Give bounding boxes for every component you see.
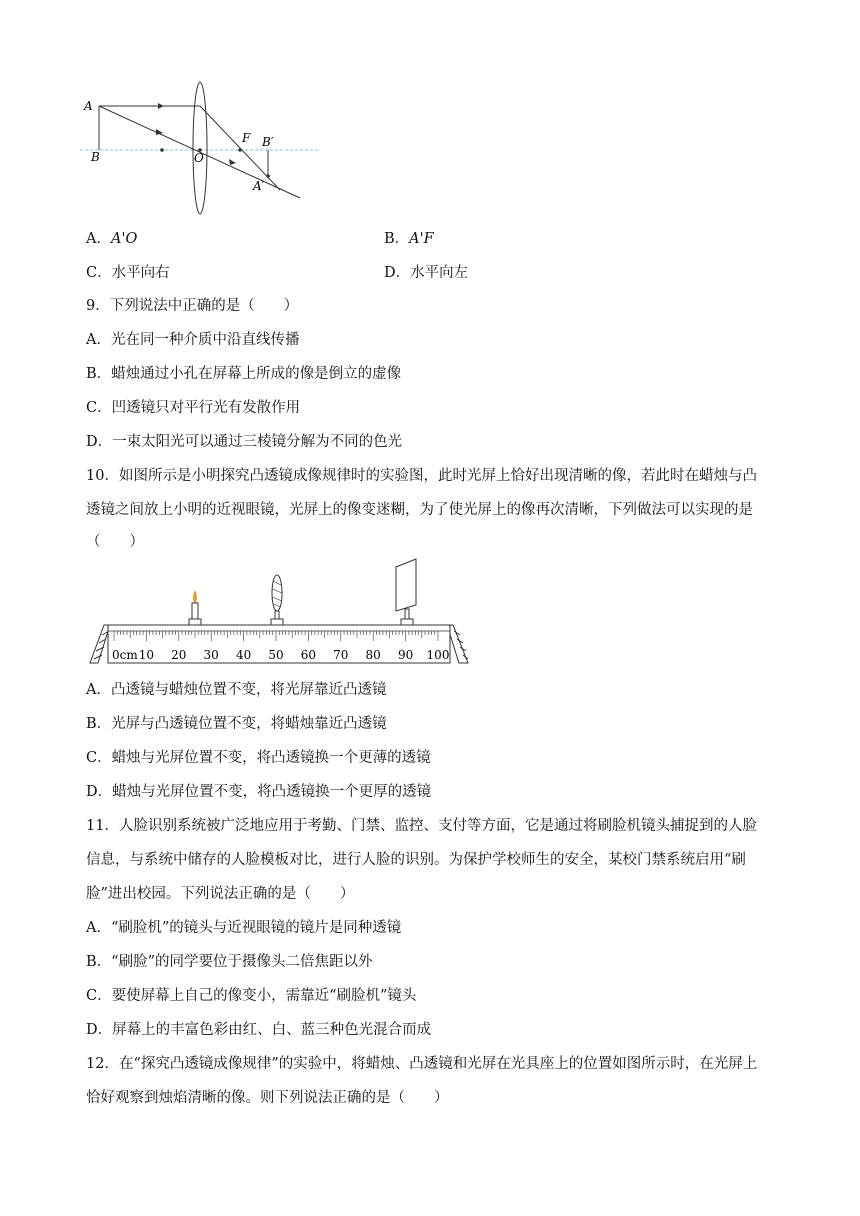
q12-stem-line2: 恰好观察到烛焰清晰的像。则下列说法正确的是（ ） bbox=[86, 1090, 449, 1106]
q10-option-b[interactable]: B．光屏与凸透镜位置不变，将蜡烛靠近凸透镜 bbox=[86, 716, 387, 732]
q11-option-b[interactable]: B．“刷脸”的同学要位于摄像头二倍焦距以外 bbox=[86, 954, 373, 970]
q10-stem-line2: 透镜之间放上小明的近视眼镜，光屏上的像变迷糊，为了使光屏上的像再次清晰，下列做法可以实现的是 bbox=[86, 502, 753, 518]
q10-option-a[interactable]: A．凸透镜与蜡烛位置不变，将光屏靠近凸透镜 bbox=[86, 682, 387, 698]
focal-point-left bbox=[160, 148, 164, 152]
ruler-label: 10 bbox=[138, 648, 155, 662]
option-text: A'F bbox=[409, 231, 434, 247]
q9-stem: 9．下列说法中正确的是（ ） bbox=[86, 298, 299, 314]
q10-option-c[interactable]: C．蜡烛与光屏位置不变，将凸透镜换一个更薄的透镜 bbox=[86, 750, 431, 766]
ray-arrow-3 bbox=[229, 159, 236, 165]
label-a-image: A′ bbox=[253, 179, 265, 193]
lens-holder bbox=[271, 575, 283, 625]
q8-option-c[interactable]: C．水平向右 bbox=[86, 265, 170, 281]
convex-lens bbox=[193, 82, 207, 214]
q8-option-d[interactable]: D．水平向左 bbox=[384, 265, 469, 281]
q10-stem-line3: （ ） bbox=[86, 534, 144, 550]
ruler-label: 70 bbox=[333, 648, 349, 662]
candle bbox=[189, 591, 201, 625]
q9-option-c[interactable]: C．凹透镜只对平行光有发散作用 bbox=[86, 400, 301, 416]
q9-option-b[interactable]: B．蜡烛通过小孔在屏幕上所成的像是倒立的虚像 bbox=[86, 366, 402, 382]
focal-point-right bbox=[238, 148, 242, 152]
optical-bench-diagram bbox=[82, 555, 482, 670]
option-text: A'O bbox=[110, 231, 138, 247]
ruler-label: 40 bbox=[235, 648, 252, 662]
q8-option-b[interactable] bbox=[384, 227, 434, 248]
label-b: B bbox=[91, 150, 100, 164]
q8-option-a[interactable] bbox=[86, 227, 137, 248]
q11-option-c[interactable]: C．要使屏幕上自己的像变小，需靠近“刷脸机”镜头 bbox=[86, 988, 417, 1004]
q10-option-d[interactable]: D．蜡烛与光屏位置不变，将凸透镜换一个更厚的透镜 bbox=[86, 784, 432, 800]
ray-arrow-1 bbox=[158, 103, 164, 109]
ruler-label: 0cm bbox=[112, 648, 138, 662]
label-f: F bbox=[242, 131, 251, 145]
ruler-label: 90 bbox=[397, 648, 414, 662]
ruler-label: 100 bbox=[426, 648, 450, 662]
q9-option-a[interactable]: A．光在同一种介质中沿直线传播 bbox=[86, 332, 300, 348]
q11-stem-line2: 信息，与系统中储存的人脸模板对比，进行人脸的识别。为保护学校师生的安全，某校门禁系统启用“刷 bbox=[86, 852, 746, 868]
label-a: A bbox=[84, 99, 93, 113]
q10-stem-line1: 10．如图所示是小明探究凸透镜成像规律时的实验图，此时光屏上恰好出现清晰的像，若此时在蜡烛与凸 bbox=[86, 468, 757, 484]
ruler-label: 20 bbox=[171, 648, 187, 662]
light-screen bbox=[396, 559, 416, 625]
ruler-label: 30 bbox=[203, 648, 219, 662]
q11-option-a[interactable]: A．“刷脸机”的镜头与近视眼镜的镜片是同种透镜 bbox=[86, 920, 402, 936]
q11-option-d[interactable]: D．屏幕上的丰富色彩由红、白、蓝三种色光混合而成 bbox=[86, 1022, 432, 1038]
image-point bbox=[266, 174, 270, 178]
q11-stem-line3: 脸”进出校园。下列说法正确的是（ ） bbox=[86, 886, 355, 902]
q11-stem-line1: 11．人脸识别系统被广泛地应用于考勤、门禁、监控、支付等方面，它是通过将刷脸机镜头捕捉到的人脸 bbox=[86, 818, 757, 834]
q12-stem-line1: 12．在“探究凸透镜成像规律”的实验中，将蜡烛、凸透镜和光屏在光具座上的位置如图所示时，在光屏上 bbox=[86, 1056, 758, 1072]
label-b-image: B′ bbox=[262, 135, 274, 149]
ruler-label: 80 bbox=[365, 648, 381, 662]
ruler-label: 50 bbox=[268, 648, 284, 662]
bench-left-stand bbox=[90, 625, 110, 663]
q9-option-d[interactable]: D．一束太阳光可以通过三棱镜分解为不同的色光 bbox=[86, 434, 403, 450]
ruler-label: 60 bbox=[300, 648, 317, 662]
label-o: O bbox=[194, 151, 204, 165]
option-letter: A． bbox=[86, 231, 111, 247]
option-letter: B． bbox=[384, 231, 410, 247]
lens-ray-diagram bbox=[70, 80, 330, 220]
